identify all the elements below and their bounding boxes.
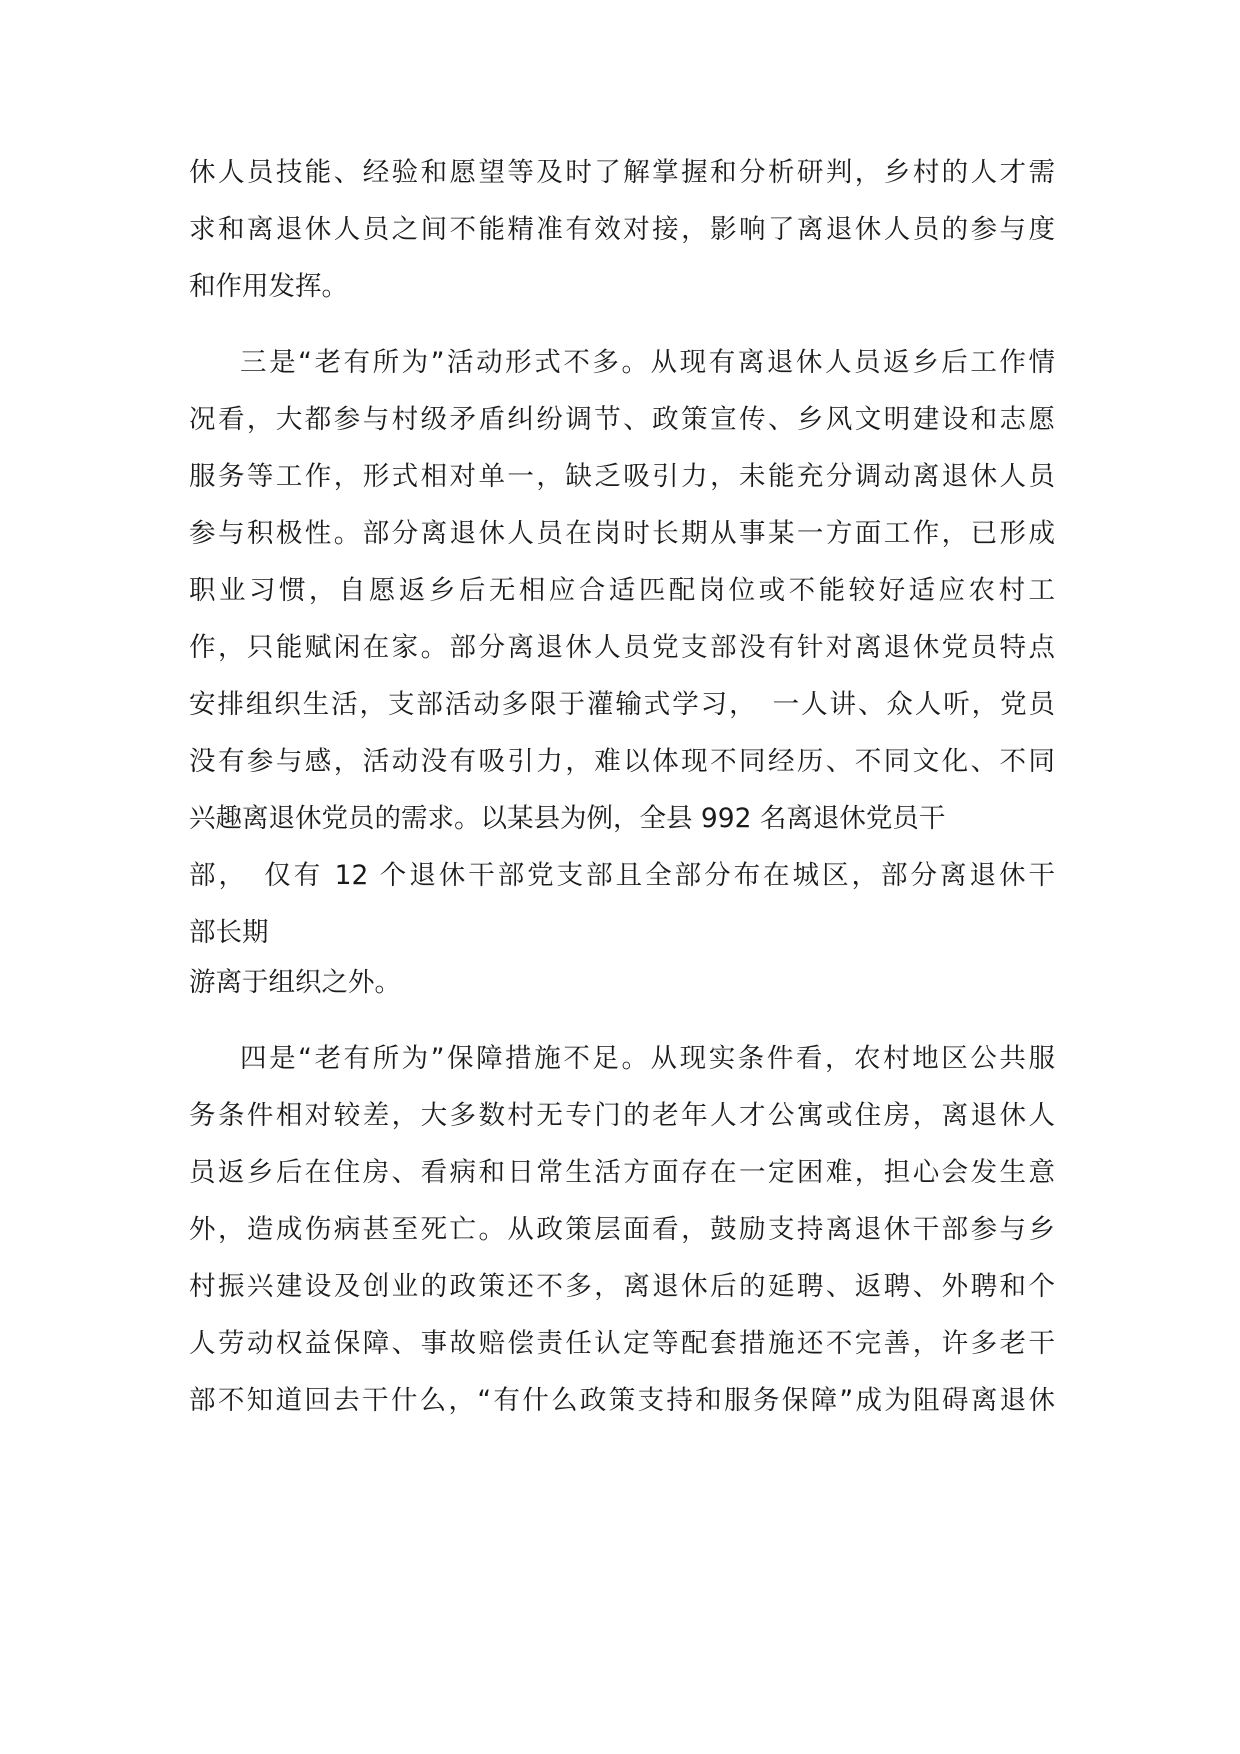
paragraph-line: 安排组织生活，支部活动多限于灌输式学习， 一人讲、众人听，党员 (189, 689, 1055, 720)
paragraph-line: 员返乡后在住房、看病和日常生活方面存在一定困难，担心会发生意 (189, 1157, 1055, 1188)
paragraph-line: 和作用发挥。 (189, 271, 348, 302)
paragraph-line: 村振兴建设及创业的政策还不多，离退休后的延聘、返聘、外聘和个 (189, 1271, 1055, 1302)
paragraph-line: 求和离退休人员之间不能精准有效对接，影响了离退休人员的参与度 (189, 214, 1055, 245)
paragraph-line: 游离于组织之外。 (189, 967, 401, 998)
paragraph-line: 外，造成伤病甚至死亡。从政策层面看，鼓励支持离退休干部参与乡 (189, 1214, 1055, 1245)
paragraph-line: 四是“老有所为”保障措施不足。从现实条件看，农村地区公共服 (240, 1043, 1055, 1074)
paragraph-line: 部， 仅有 12 个退休干部党支部且全部分布在城区，部分离退休干 (189, 860, 1055, 891)
paragraph-line: 作，只能赋闲在家。部分离退休人员党支部没有针对离退休党员特点 (189, 632, 1055, 663)
paragraph-line: 部长期 (189, 917, 269, 948)
paragraph-line: 休人员技能、经验和愿望等及时了解掌握和分析研判，乡村的人才需 (189, 157, 1055, 188)
paragraph-line: 部不知道回去干什么，“有什么政策支持和服务保障”成为阻碍离退休 (189, 1385, 1055, 1416)
paragraph-line: 服务等工作，形式相对单一，缺乏吸引力，未能充分调动离退休人员 (189, 461, 1055, 492)
paragraph-line: 况看，大都参与村级矛盾纠纷调节、政策宣传、乡风文明建设和志愿 (189, 404, 1055, 435)
paragraph-line: 务条件相对较差，大多数村无专门的老年人才公寓或住房，离退休人 (189, 1100, 1055, 1131)
paragraph-line: 兴趣离退休党员的需求。以某县为例，全县 992 名离退休党员干 (189, 803, 946, 834)
paragraph-line: 职业习惯，自愿返乡后无相应合适匹配岗位或不能较好适应农村工 (189, 575, 1055, 606)
paragraph-line: 没有参与感，活动没有吸引力，难以体现不同经历、不同文化、不同 (189, 746, 1055, 777)
paragraph-line: 人劳动权益保障、事故赔偿责任认定等配套措施还不完善，许多老干 (189, 1328, 1055, 1359)
paragraph-line: 三是“老有所为”活动形式不多。从现有离退休人员返乡后工作情 (240, 347, 1055, 378)
paragraph-line: 参与积极性。部分离退休人员在岗时长期从事某一方面工作，已形成 (189, 518, 1055, 549)
